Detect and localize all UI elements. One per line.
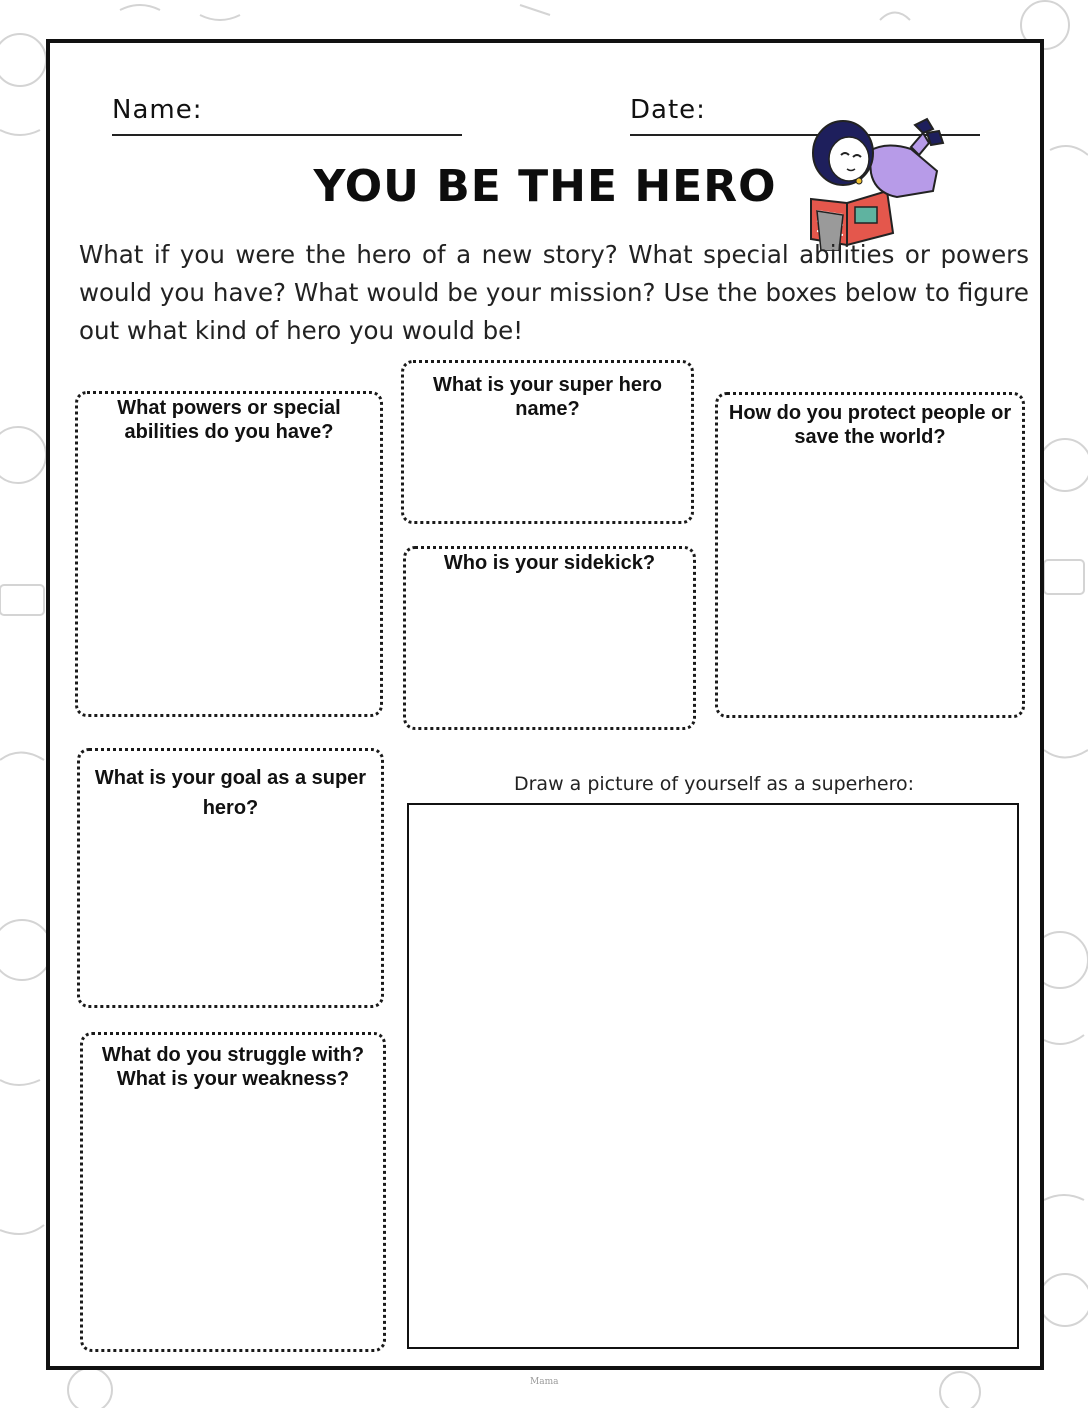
weakness-box[interactable] (80, 1032, 386, 1352)
goal-box[interactable] (77, 748, 384, 1008)
doodle-face-icon (0, 34, 46, 86)
doodle-face-icon (0, 427, 46, 483)
doodle-face-icon (1039, 439, 1088, 491)
footer-brand-mark: Mama (530, 1377, 559, 1387)
doodle-face-icon (68, 1368, 112, 1408)
intro-paragraph: What if you were the hero of a new story? What special abilities or powers would you have? What would be your mission? Use the boxes below to figure out what kind of hero you would be! (79, 240, 1029, 345)
sidekick-box[interactable] (403, 546, 696, 730)
page-title: YOU BE THE HERO (313, 161, 777, 212)
reading-girl-mascot-icon (777, 111, 955, 251)
sidekick-question: Who is your sidekick? (443, 552, 656, 574)
doodle-face-icon (0, 920, 52, 980)
weakness-question: What do you struggle with? What is your weakness? (101, 1044, 365, 1090)
hero-name-question: What is your super hero name? (433, 374, 662, 420)
name-field-line[interactable] (112, 134, 462, 136)
name-label: Name: (112, 95, 203, 125)
protect-question: How do you protect people or save the world? (728, 402, 1012, 448)
hero-name-box[interactable] (401, 360, 694, 524)
date-label: Date: (630, 95, 706, 125)
protect-box[interactable] (715, 392, 1025, 718)
doodle-book-icon (0, 585, 44, 615)
powers-box[interactable] (75, 391, 383, 717)
powers-question: What powers or special abilities do you have? (117, 397, 341, 443)
worksheet-page (46, 39, 1044, 1370)
draw-caption: Draw a picture of yourself as a superhero: (513, 773, 914, 795)
doodle-face-icon (940, 1372, 980, 1408)
goal-question: What is your goal as a super hero? (94, 767, 367, 819)
doodle-book-icon (1044, 560, 1084, 594)
drawing-area[interactable] (407, 803, 1019, 1349)
doodle-face-icon (1039, 1274, 1088, 1326)
